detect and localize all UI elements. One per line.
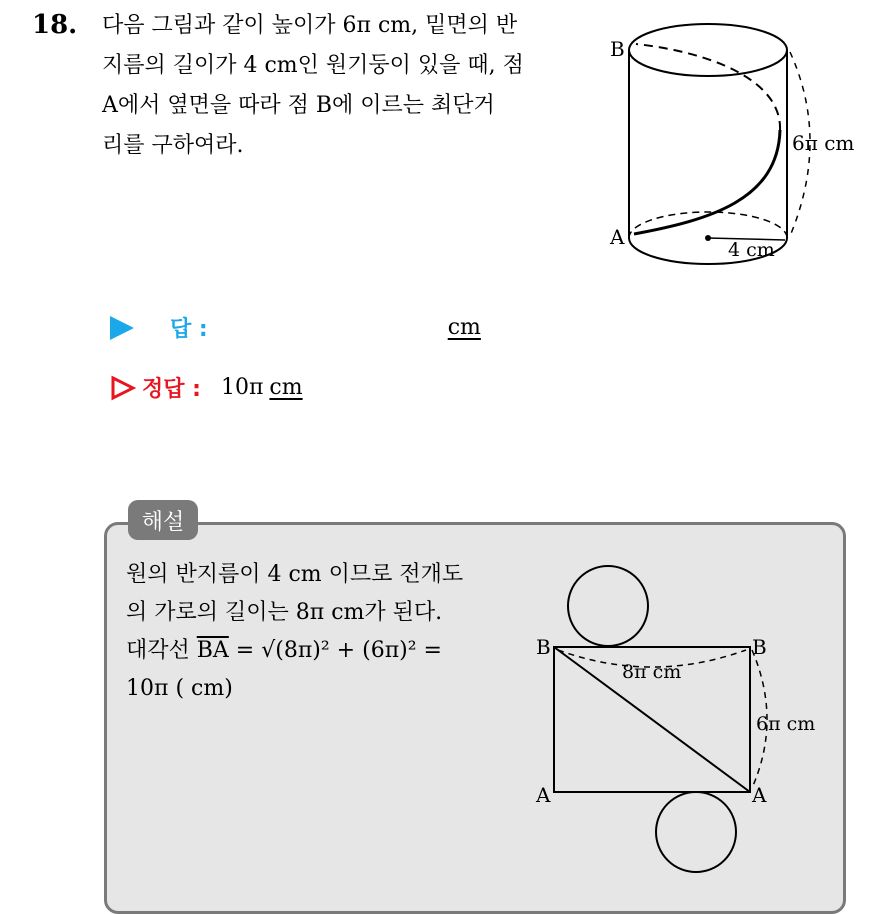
question-line: 리를 구하여라.: [102, 133, 244, 158]
question-text: [102, 6, 582, 166]
correct-answer-label: 정답 :: [142, 377, 201, 402]
question-number: 18.: [32, 10, 78, 40]
solution-tab: 해설: [128, 500, 198, 540]
bottom-circle: [656, 792, 736, 872]
segment-ba: $\overline{BA}$: [196, 638, 229, 663]
question-line: 지름의 길이가 4 cm인 원기둥이 있을 때, 점: [102, 53, 524, 78]
top-circle: [568, 566, 648, 646]
solution-equation: = √(8π)² + (6π)² =: [228, 638, 442, 663]
label-b-left: B: [536, 635, 551, 659]
answer-label: 답 :: [170, 317, 208, 342]
answer-unit: cm: [447, 315, 481, 340]
solution-line-equation: [126, 632, 526, 670]
correct-answer-row: [110, 372, 303, 403]
triangle-filled-icon: [110, 316, 134, 340]
solution-line: 의 가로의 길이는 8π cm가 된다.: [126, 600, 443, 625]
solution-prefix: 대각선: [126, 638, 197, 663]
height-label-2: 6π cm: [756, 713, 816, 735]
question-line: 다음 그림과 같이 높이가 6π cm, 밑면의 반: [102, 13, 518, 38]
solution-line: 10π ( cm): [126, 676, 233, 701]
width-label: 8π cm: [622, 661, 682, 683]
label-a-right: A: [752, 783, 767, 807]
height-label: 6π cm: [792, 131, 855, 155]
label-a-left: A: [536, 783, 551, 807]
net-figure: [530, 560, 830, 880]
label-b-right: B: [752, 635, 767, 659]
triangle-outline-icon: [110, 375, 136, 401]
correct-answer-value: 10π: [220, 375, 264, 400]
solution-text: [126, 556, 526, 708]
solution-line: 원의 반지름이 4 cm 이므로 전개도: [126, 562, 464, 587]
label-b: B: [610, 37, 625, 61]
answer-row: [110, 312, 481, 343]
radius-label: 4 cm: [728, 239, 775, 261]
label-a: A: [610, 225, 625, 249]
cylinder-top-ellipse: [629, 24, 787, 76]
question-line: A에서 옆면을 따라 점 B에 이르는 최단거: [102, 93, 495, 118]
correct-answer-unit: cm: [269, 375, 303, 400]
shortest-path-back: [636, 44, 780, 130]
cylinder-figure: [600, 20, 870, 280]
